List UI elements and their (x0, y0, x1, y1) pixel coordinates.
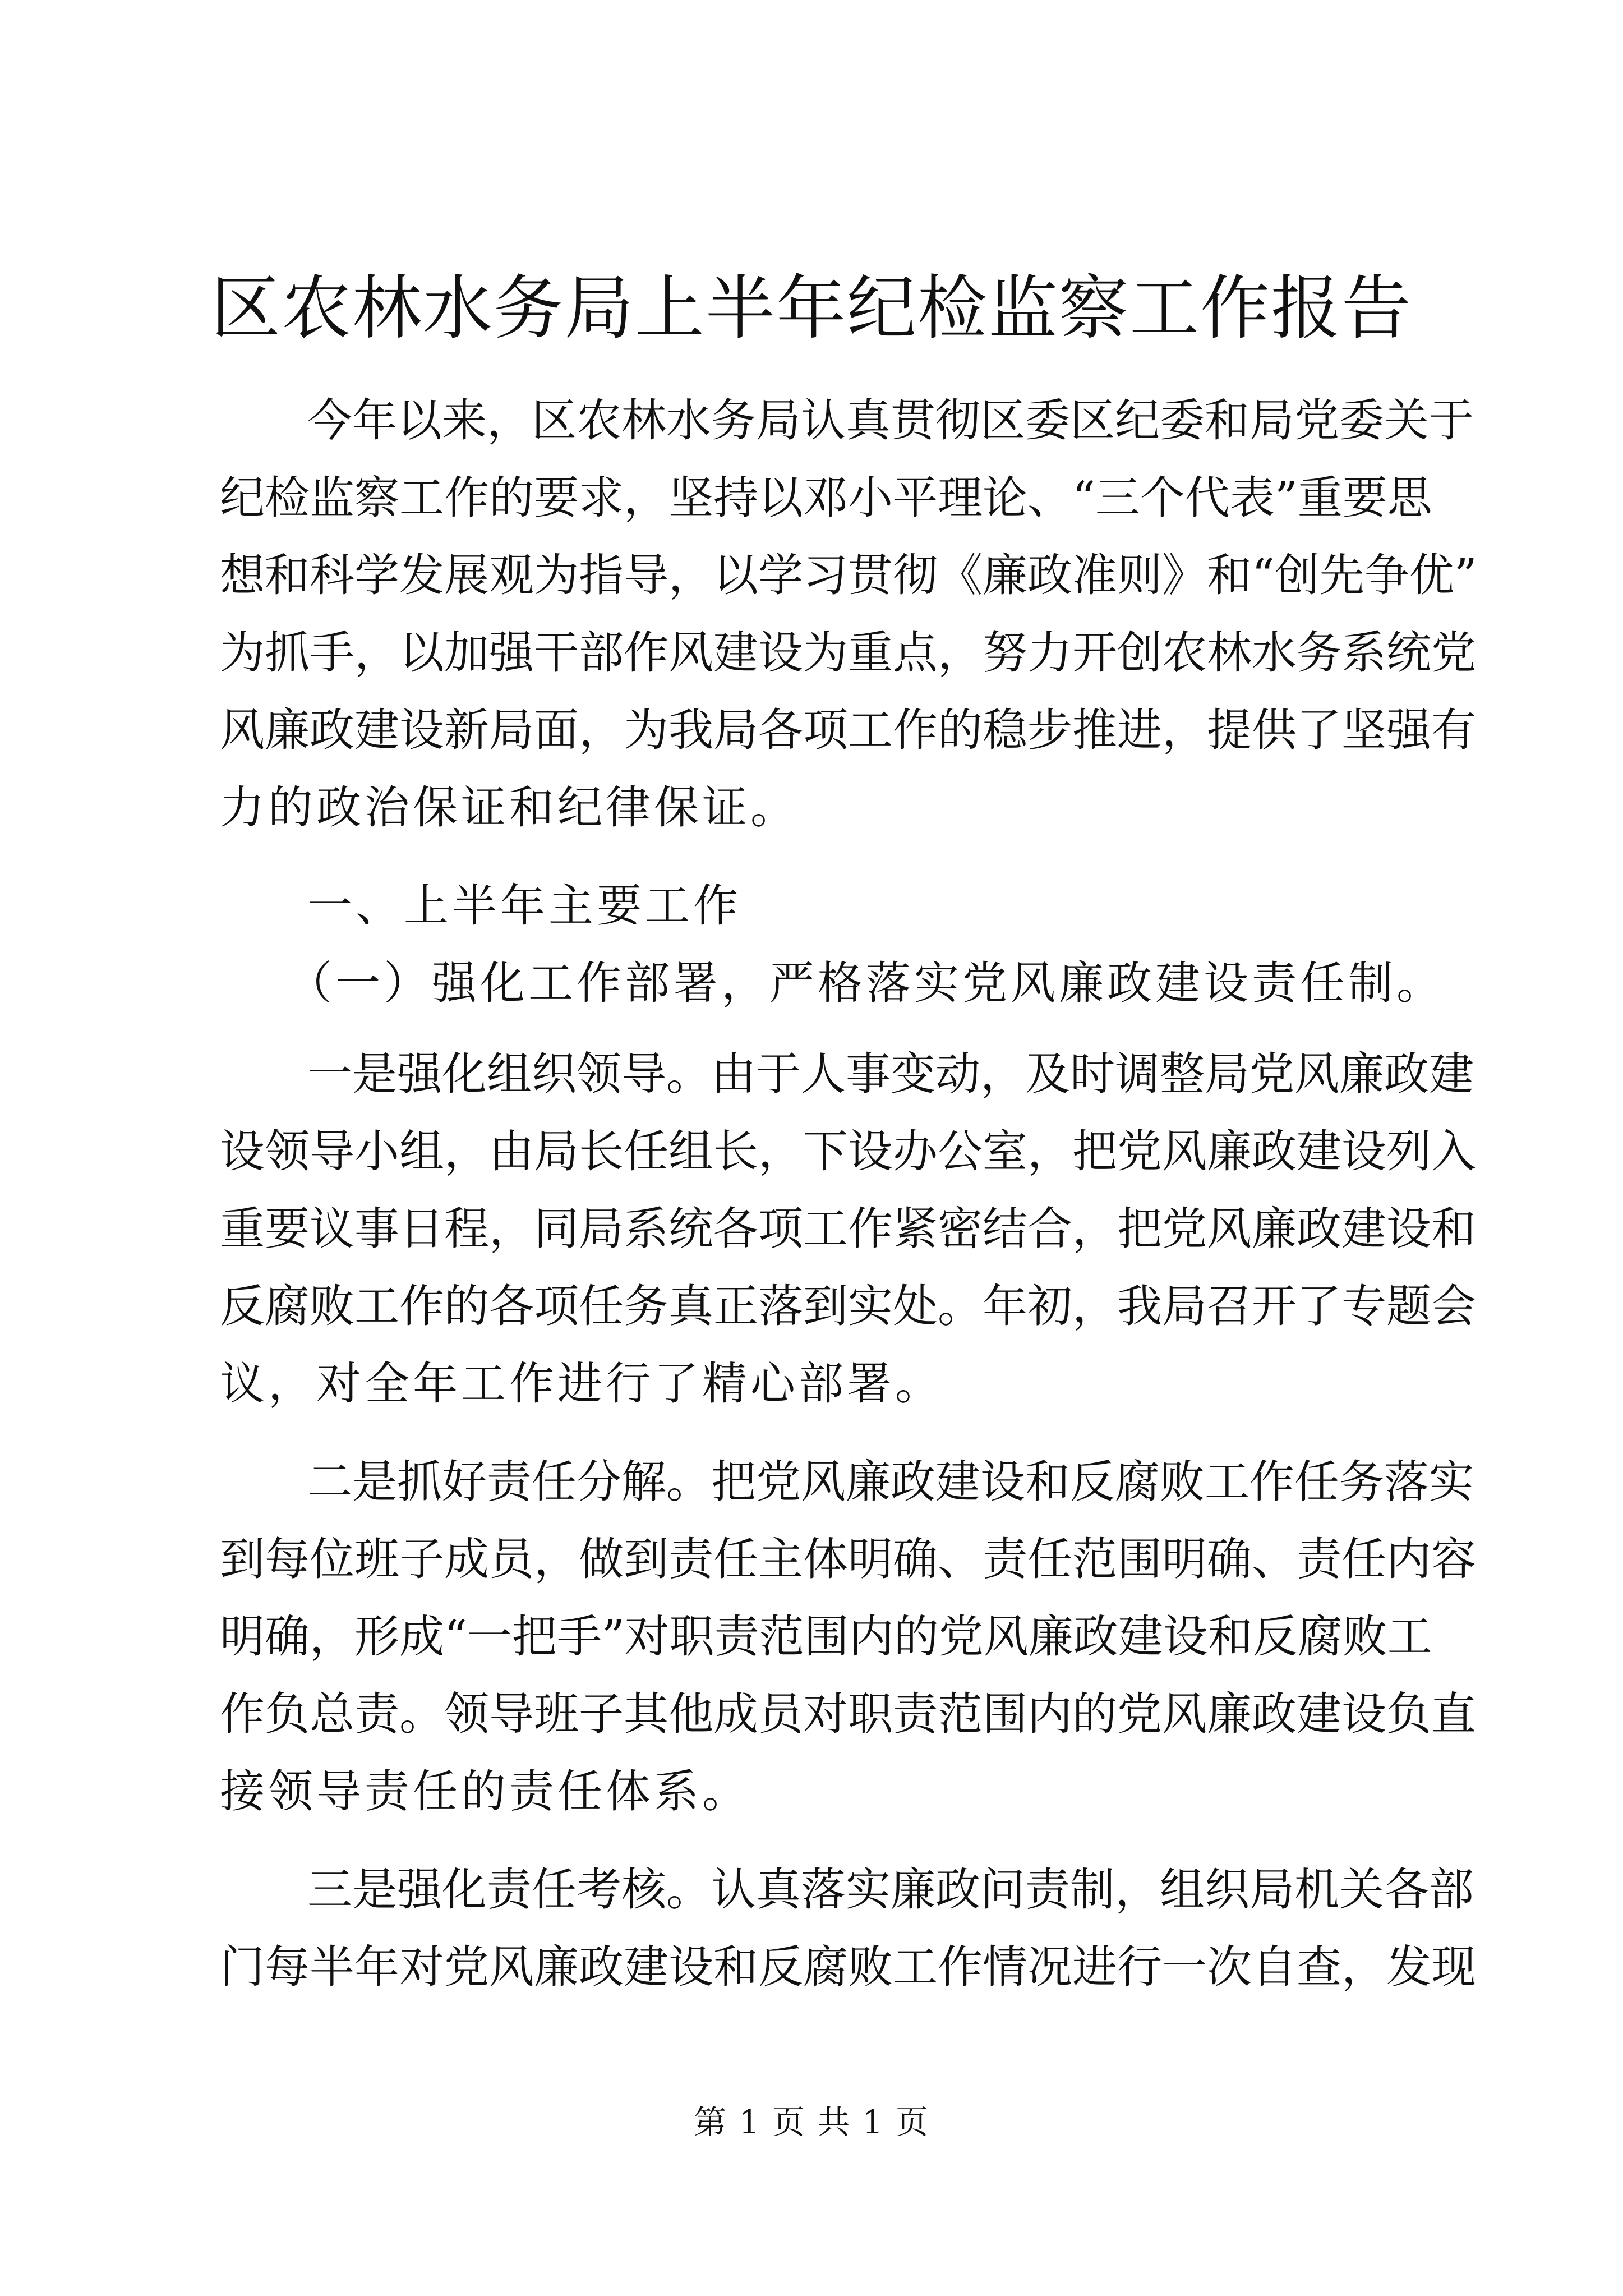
paragraph-line-4: 为抓手，以加强干部作风建设为重点，努力开创农林水务系统党 (220, 627, 1476, 679)
paragraph-line-13: 议，对全年工作进行了精心部署。 (220, 1358, 943, 1410)
section-heading-1: 一、上半年主要工作 (307, 880, 741, 932)
paragraph-line-19: 三是强化责任考核。认真落实廉政问责制，组织局机关各部 (307, 1864, 1474, 1916)
paragraph-line-10: 设领导小组，由局长任组长，下设办公室，把党风廉政建设列入 (220, 1125, 1476, 1177)
subsection-heading-1: （一）强化工作部署，严格落实党风廉政建设责任制。 (287, 957, 1445, 1009)
paragraph-line-1: 今年以来，区农林水务局认真贯彻区委区纪委和局党委关于 (307, 394, 1474, 447)
paragraph-line-9: 一是强化组织领导。由于人事变动，及时调整局党风廉政建 (307, 1048, 1474, 1100)
paragraph-line-2: 纪检监察工作的要求，坚持以邓小平理论、“三个代表”重要思 (220, 472, 1432, 524)
paragraph-line-11: 重要议事日程，同局系统各项工作紧密结合，把党风廉政建设和 (220, 1203, 1476, 1255)
paragraph-line-6: 力的政治保证和纪律保证。 (220, 781, 799, 834)
paragraph-line-20: 门每半年对党风廉政建设和反腐败工作情况进行一次自查，发现 (220, 1941, 1476, 1993)
paragraph-line-17: 作负总责。领导班子其他成员对职责范围内的党风廉政建设负直 (220, 1688, 1476, 1740)
paragraph-line-3: 想和科学发展观为指导，以学习贯彻《廉政准则》和“创先争优” (220, 549, 1477, 601)
document-title: 区农林水务局上半年纪检监察工作报告 (210, 268, 1412, 349)
paragraph-line-12: 反腐败工作的各项任务真正落到实处。年初，我局召开了专题会 (220, 1280, 1476, 1332)
paragraph-line-5: 风廉政建设新局面，为我局各项工作的稳步推进，提供了坚强有 (220, 704, 1476, 756)
page-footer: 第 1 页 共 1 页 (694, 2103, 929, 2141)
paragraph-line-16: 明确，形成“一把手”对职责范围内的党风廉政建设和反腐败工 (220, 1611, 1432, 1663)
paragraph-line-14: 二是抓好责任分解。把党风廉政建设和反腐败工作任务落实 (307, 1456, 1474, 1508)
paragraph-line-15: 到每位班子成员，做到责任主体明确、责任范围明确、责任内容 (220, 1533, 1476, 1585)
paragraph-line-18: 接领导责任的责任体系。 (220, 1765, 750, 1818)
